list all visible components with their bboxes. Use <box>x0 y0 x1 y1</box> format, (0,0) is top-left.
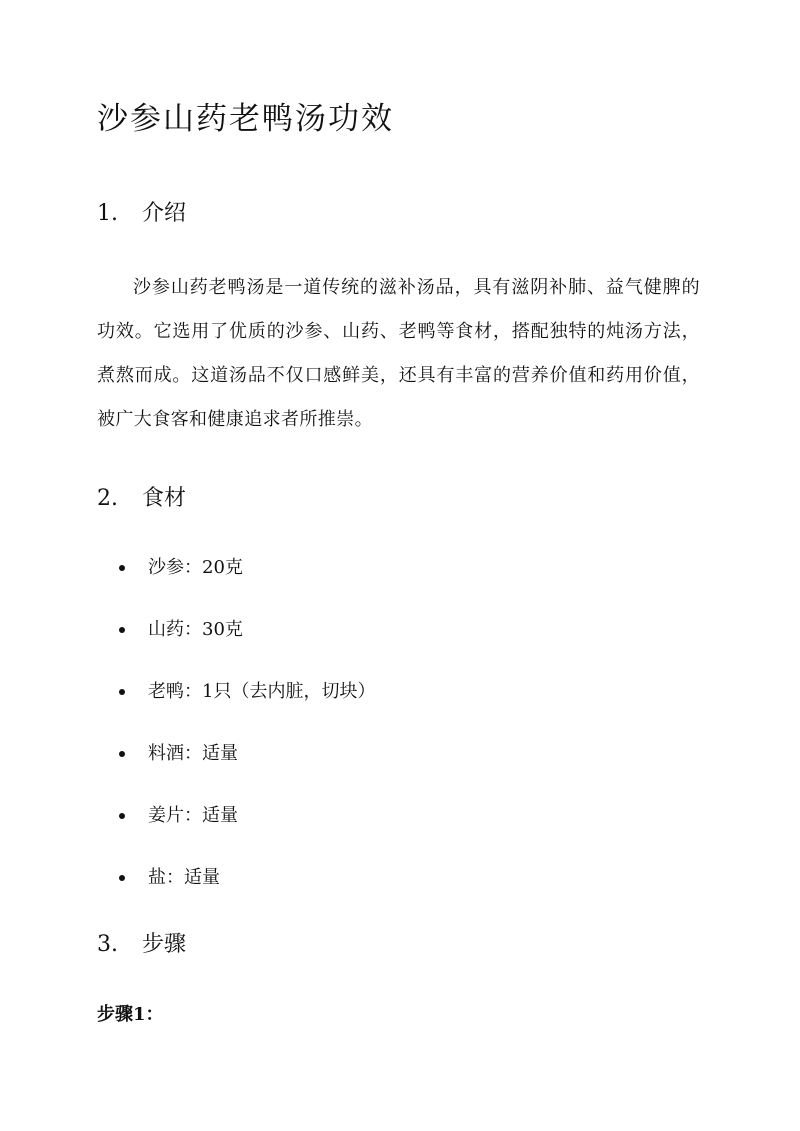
ingredient-text: 沙参：20克 <box>148 557 243 578</box>
list-item <box>97 798 375 860</box>
step-1-label: 步骤1： <box>97 1004 164 1025</box>
ingredient-text: 料酒：适量 <box>148 743 238 764</box>
ingredient-text: 老鸭：1只（去内脏，切块） <box>148 681 376 702</box>
section-title: 食材 <box>142 486 187 511</box>
bullet-icon <box>119 627 125 633</box>
section-heading-intro <box>97 196 186 227</box>
ingredient-text: 姜片：适量 <box>148 805 238 826</box>
ingredient-text: 盐：适量 <box>148 867 220 888</box>
ingredient-list <box>97 550 375 922</box>
list-item <box>97 736 375 798</box>
bullet-icon <box>119 565 125 571</box>
intro-paragraph: 沙参山药老鸭汤是一道传统的滋补汤品，具有滋阴补肺、益气健脾的功效。它选用了优质的沙参、山药、老鸭等食材，搭配独特的炖汤方法，煮熬而成。这道汤品不仅口感鲜美，还具有丰富的营养价值和药用价值，被广大食客和健康追求者所推崇。 <box>97 277 700 430</box>
section-number: 1. <box>97 201 118 226</box>
section-title: 介绍 <box>142 201 187 226</box>
list-item <box>97 550 375 612</box>
list-item <box>97 612 375 674</box>
section-number: 3. <box>97 932 118 957</box>
list-item <box>97 674 375 736</box>
section-heading-steps <box>97 927 186 958</box>
bullet-icon <box>119 751 125 757</box>
section-title: 步骤 <box>142 932 187 957</box>
ingredient-text: 山药：30克 <box>148 619 243 640</box>
bullet-icon <box>119 689 125 695</box>
bullet-icon <box>119 875 125 881</box>
section-heading-ingredients <box>97 481 186 512</box>
document-title: 沙参山药老鸭汤功效 <box>97 101 394 137</box>
list-item <box>97 860 375 922</box>
bullet-icon <box>119 813 125 819</box>
section-number: 2. <box>97 486 118 511</box>
